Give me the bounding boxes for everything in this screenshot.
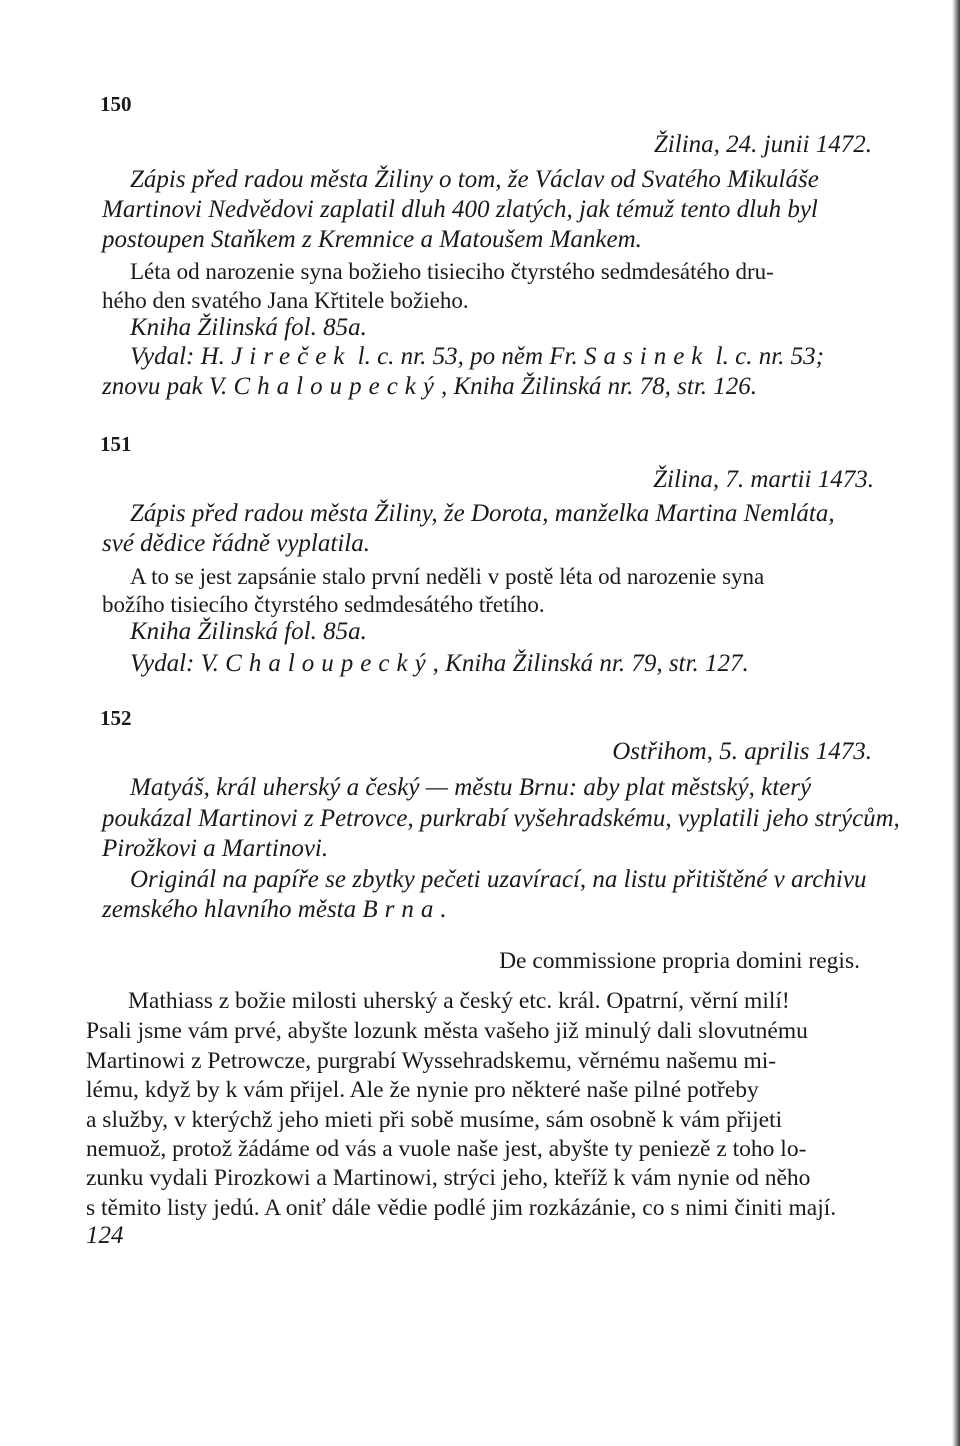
entry-152-archive-line <box>102 896 447 924</box>
entry-152-place-date: Ostřihom, 5. aprilis 1473. <box>612 738 872 765</box>
entry-150-summary-line: postoupen Staňkem z Kremnice a Matoušem Mankem. <box>102 226 642 253</box>
entry-152-text-line: zunku vydali Pirozkowi a Martinowi, strýci jeho, kteříž k vám nynie od něho <box>86 1165 811 1191</box>
edition-text: l. c. nr. 53, po něm Fr. <box>351 343 585 370</box>
entry-152-commission: De commissione propria domini regis. <box>499 948 860 974</box>
archive-city: Brna <box>362 896 441 923</box>
page-number: 124 <box>86 1222 124 1249</box>
archive-text: . <box>440 896 447 923</box>
entry-152-summary-line: Matyáš, král uherský a český — městu Brnu: aby plat městský, který <box>130 774 812 801</box>
entry-150-number: 150 <box>100 92 132 116</box>
entry-152-archive-line: Originál na papíře se zbytky pečeti uzavírací, na listu přitištěné v archivu <box>130 866 867 893</box>
entry-151-text-line: A to se jest zapsánie stalo první neděli v postě léta od narozenie syna <box>130 564 765 589</box>
editor-name: Chaloupecký <box>233 373 441 400</box>
entry-152-text-line: s těmito listy jedú. A oniť dále vědie podlé jim rozkázánie, co s nimi činiti mají. <box>86 1195 837 1221</box>
entry-152-text-line: nemuož, protož žádáme od vás a vuole naše jest, abyšte ty peniezě z toho lo- <box>86 1136 807 1162</box>
entry-150-edition-line <box>130 343 824 371</box>
entry-152-text-line: Mathiass z božie milosti uherský a český etc. král. Opatrní, věrní milí! <box>128 988 790 1014</box>
entry-152-number: 152 <box>100 706 132 730</box>
entry-150-text-line: Léta od narozenie syna božieho tisieciho čtyrstého sedmdesátého dru- <box>130 259 774 284</box>
archive-text: zemského hlavního města <box>102 896 363 923</box>
editor-name: Jireček <box>231 343 352 370</box>
entry-150-edition-line <box>102 373 757 401</box>
entry-151-source: Kniha Žilinská fol. 85a. <box>130 618 367 645</box>
entry-150-source: Kniha Žilinská fol. 85a. <box>130 314 367 341</box>
edition-text: znovu pak V. <box>102 373 234 400</box>
edition-text: Vydal: H. <box>130 343 232 370</box>
entry-150-text-line: hého den svatého Jana Křtitele božieho. <box>102 288 469 313</box>
entry-151-edition-line <box>130 650 749 678</box>
edition-text: Vydal: V. <box>130 650 226 677</box>
entry-151-summary-line: Zápis před radou města Žiliny, že Dorota, manželka Martina Nemláta, <box>130 500 835 527</box>
entry-151-summary-line: své dědice řádně vyplatila. <box>102 530 370 557</box>
entry-152-text-line: Psali jsme vám prvé, abyšte lozunk města vašeho již minulý dali slovutnému <box>86 1018 808 1044</box>
entry-152-summary-line: poukázal Martinovi z Petrovce, purkrabí vyšehradskému, vyplatili jeho strýcům, <box>102 805 900 832</box>
page-edge-shadow <box>952 0 960 1446</box>
entry-151-place-date: Žilina, 7. martii 1473. <box>653 466 874 493</box>
entry-152-summary-line: Pirožkovi a Martinovi. <box>102 835 329 862</box>
entry-152-text-line: a služby, v kterýchž jeho mieti při sobě musíme, sám osobně k vám přijeti <box>86 1107 783 1133</box>
edition-text: , Kniha Žilinská nr. 78, str. 126. <box>441 373 758 400</box>
entry-152-text-line: lému, když by k vám přijel. Ale že nynie pro některé naše pilné potřeby <box>86 1077 759 1103</box>
editor-name: Chaloupecký <box>225 650 433 677</box>
entry-150-place-date: Žilina, 24. junii 1472. <box>653 131 872 158</box>
edition-text: l. c. nr. 53; <box>709 343 824 370</box>
entry-151-text-line: božího tisiecího čtyrstého sedmdesátého třetího. <box>102 592 545 617</box>
entry-150-summary-line: Martinovi Nedvědovi zaplatil dluh 400 zlatých, jak témuž tento dluh byl <box>102 196 818 223</box>
entry-152-text-line: Martinowi z Petrowcze, purgrabí Wyssehradskemu, věrnému našemu mi- <box>86 1048 777 1074</box>
entry-151-number: 151 <box>100 432 132 456</box>
editor-name: Sasinek <box>584 343 710 370</box>
entry-150-summary-line: Zápis před radou města Žiliny o tom, že Václav od Svatého Mikuláše <box>130 166 819 193</box>
edition-text: , Kniha Žilinská nr. 79, str. 127. <box>432 650 749 677</box>
